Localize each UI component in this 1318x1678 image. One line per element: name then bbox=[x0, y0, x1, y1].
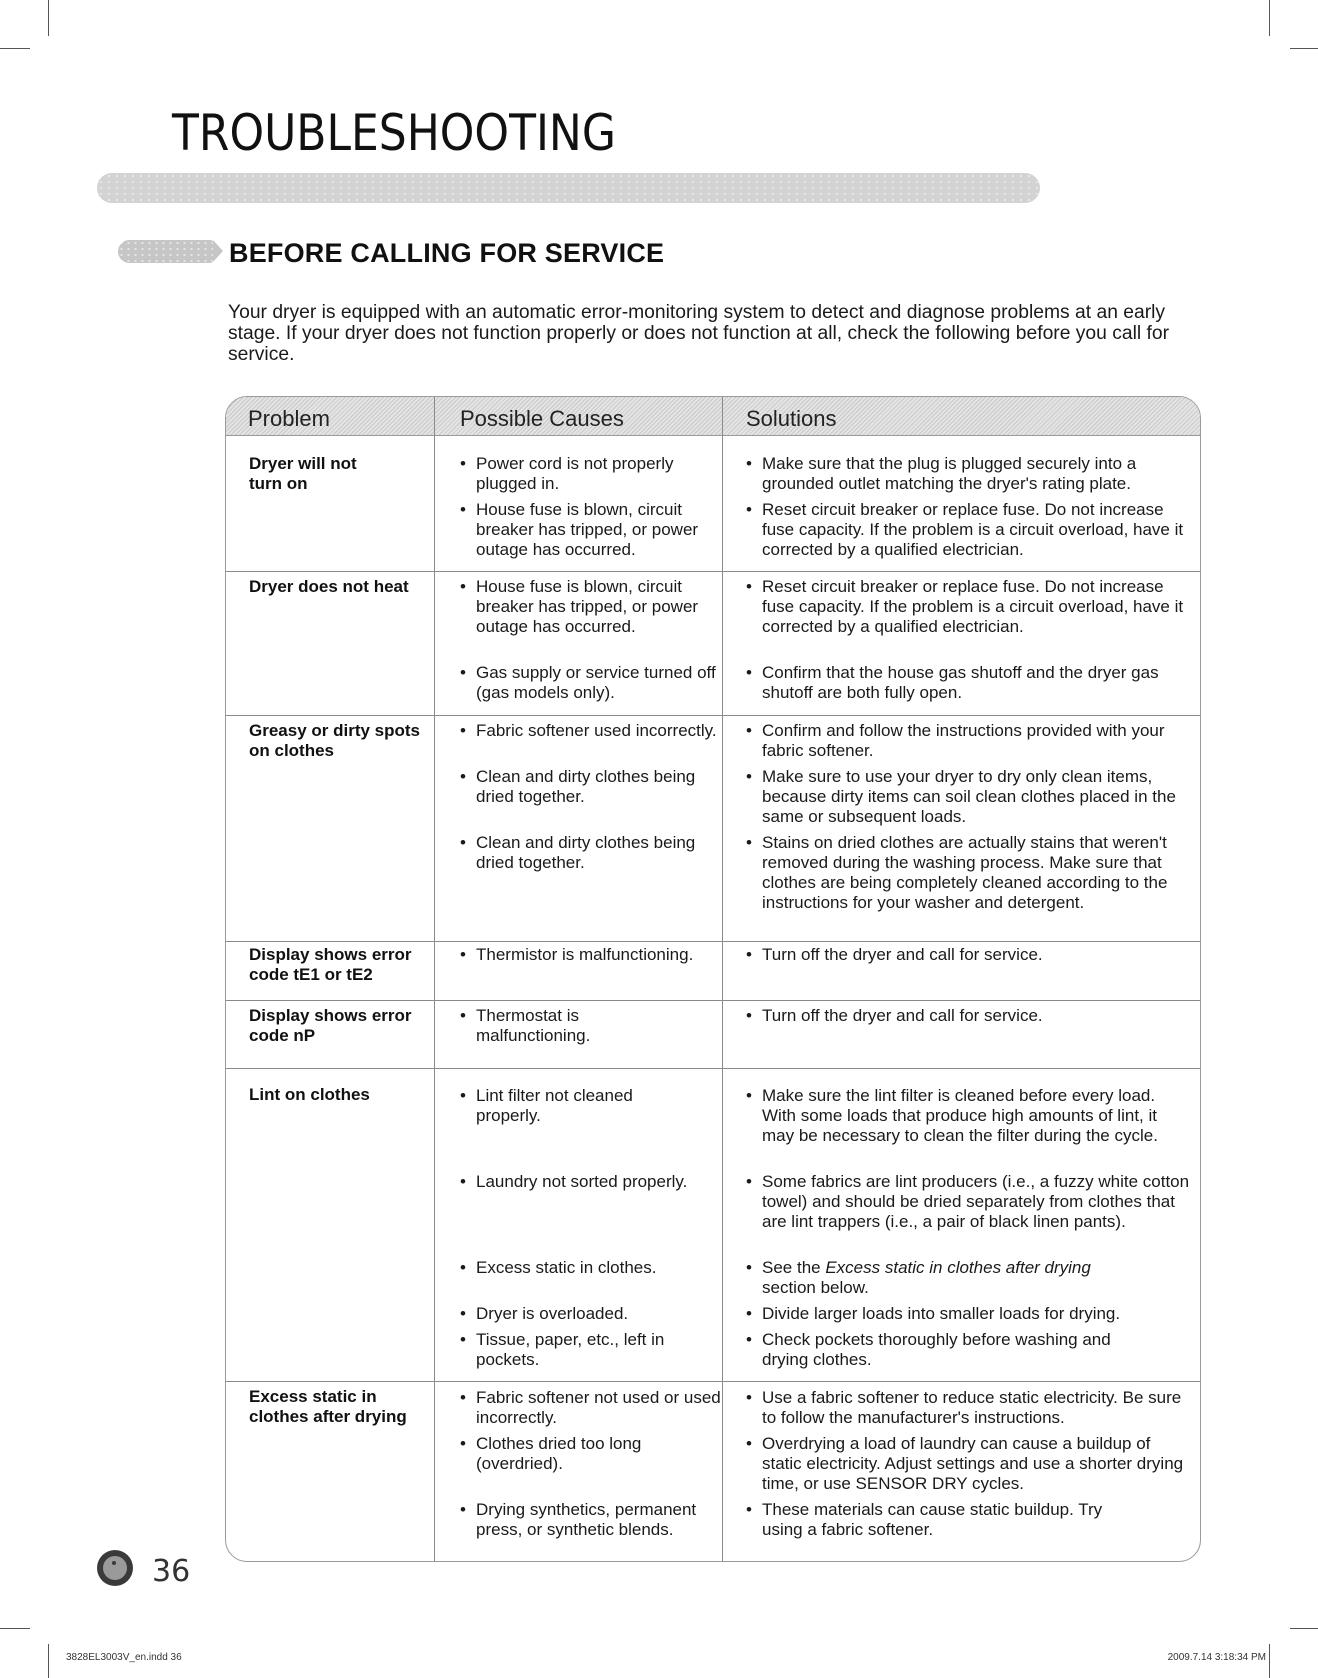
row-divider bbox=[226, 1381, 1200, 1382]
list-item: • Thermostat is malfunctioning. bbox=[458, 1006, 658, 1046]
row-divider bbox=[226, 1068, 1200, 1069]
table-header bbox=[226, 397, 1200, 436]
list-item: • Fabric softener not used or used incorrectly. bbox=[458, 1388, 728, 1428]
list-item: • Clean and dirty clothes being dried together. bbox=[458, 767, 728, 807]
list-item: • Make sure to use your dryer to dry only clean items, because dirty items can soil clean clothes placed in the same or subsequent loads. bbox=[744, 767, 1194, 827]
problem-label: Lint on clothes bbox=[249, 1085, 370, 1104]
problem-label: Display shows error code nP bbox=[249, 1006, 412, 1045]
section-marker bbox=[118, 240, 214, 263]
list-item: • House fuse is blown, circuit breaker has tripped, or power outage has occurred. bbox=[458, 577, 728, 637]
list-item: • Reset circuit breaker or replace fuse. Do not increase fuse capacity. If the problem is a circuit overload, have it corrected by a qualified electrician. bbox=[744, 577, 1194, 637]
list-item: • Make sure the lint filter is cleaned before every load. With some loads that produce high amounts of lint, it may be necessary to clean the filter during the cycle. bbox=[744, 1086, 1176, 1146]
list-item: • Confirm and follow the instructions provided with your fabric softener. bbox=[744, 721, 1194, 761]
list-item: • Overdrying a load of laundry can cause a buildup of static electricity. Adjust settings and use a shorter drying time, or use SENSOR DRY cycles. bbox=[744, 1434, 1194, 1494]
crop-mark bbox=[1269, 0, 1270, 36]
header-problem: Problem bbox=[248, 406, 330, 431]
list-item: • Drying synthetics, permanent press, or synthetic blends. bbox=[458, 1500, 728, 1540]
list-item: • Turn off the dryer and call for service. bbox=[744, 945, 1194, 965]
list-item: • Laundry not sorted properly. bbox=[458, 1172, 728, 1192]
list-item: • Check pockets thoroughly before washing and drying clothes. bbox=[744, 1330, 1154, 1370]
crop-mark bbox=[1290, 1628, 1318, 1629]
list-item: • Make sure that the plug is plugged securely into a grounded outlet matching the dryer's rating plate. bbox=[744, 454, 1194, 494]
title-decoration-bar bbox=[97, 173, 1040, 203]
list-item: • Clothes dried too long (overdried). bbox=[458, 1434, 668, 1474]
list-item: • Stains on dried clothes are actually stains that weren't removed during the washing process. Make sure that clothes are being completely cleaned according to the instructions for your washer and detergent. bbox=[744, 833, 1194, 913]
list-item: • Dryer is overloaded. bbox=[458, 1304, 728, 1324]
problem-label: Excess static in clothes after drying bbox=[249, 1387, 407, 1426]
lg-logo-icon bbox=[97, 1550, 133, 1586]
header-solutions: Solutions bbox=[746, 406, 837, 431]
list-item: • House fuse is blown, circuit breaker has tripped, or power outage has occurred. bbox=[458, 500, 728, 560]
row-divider bbox=[226, 715, 1200, 716]
list-item: • Tissue, paper, etc., left in pockets. bbox=[458, 1330, 668, 1370]
file-name: 3828EL3003V_en.indd 36 bbox=[66, 1652, 182, 1663]
list-item: • Some fabrics are lint producers (i.e., a fuzzy white cotton towel) and should be dried separately from clothes that are lint trappers (i.e., a pair of black linen pants). bbox=[744, 1172, 1194, 1232]
problem-label: Display shows error code tE1 or tE2 bbox=[249, 945, 412, 984]
section-title: BEFORE CALLING FOR SERVICE bbox=[229, 238, 665, 268]
crop-mark bbox=[0, 1628, 30, 1629]
intro-paragraph: Your dryer is equipped with an automatic error-monitoring system to detect and diagnose problems at an early stage. If your dryer does not function properly or does not function at all, check the following before you call for service. bbox=[228, 302, 1170, 365]
problem-label: Dryer does not heat bbox=[249, 577, 409, 596]
problem-label: Dryer will not turn on bbox=[249, 454, 357, 493]
list-item: • Fabric softener used incorrectly. bbox=[458, 721, 728, 741]
page-number: 36 bbox=[152, 1554, 191, 1589]
crop-mark bbox=[48, 0, 49, 36]
crop-mark bbox=[48, 1644, 49, 1678]
row-divider bbox=[226, 571, 1200, 572]
list-item: • Power cord is not properly plugged in. bbox=[458, 454, 728, 494]
header-causes: Possible Causes bbox=[460, 406, 624, 431]
list-item: • Thermistor is malfunctioning. bbox=[458, 945, 728, 965]
list-item: • Confirm that the house gas shutoff and the dryer gas shutoff are both fully open. bbox=[744, 663, 1194, 703]
print-timestamp: 2009.7.14 3:18:34 PM bbox=[1167, 1652, 1266, 1663]
crop-mark bbox=[0, 48, 30, 49]
list-item: • Reset circuit breaker or replace fuse. Do not increase fuse capacity. If the problem is a circuit overload, have it corrected by a qualified electrician. bbox=[744, 500, 1194, 560]
page-title: TROUBLESHOOTING bbox=[172, 104, 616, 162]
crop-mark bbox=[1269, 1644, 1270, 1678]
row-divider bbox=[226, 941, 1200, 942]
list-item: • Turn off the dryer and call for service. bbox=[744, 1006, 1194, 1026]
list-item: • Gas supply or service turned off (gas models only). bbox=[458, 663, 728, 703]
problem-label: Greasy or dirty spots on clothes bbox=[249, 721, 421, 760]
list-item: • Clean and dirty clothes being dried together. bbox=[458, 833, 728, 873]
list-item: • Lint filter not cleaned properly. bbox=[458, 1086, 688, 1126]
list-item: • Excess static in clothes. bbox=[458, 1258, 728, 1278]
list-item: • See the Excess static in clothes after drying section below. bbox=[744, 1258, 1094, 1298]
crop-mark bbox=[1290, 48, 1318, 49]
row-divider bbox=[226, 1000, 1200, 1001]
list-item: • Divide larger loads into smaller loads for drying. bbox=[744, 1304, 1194, 1324]
list-item: • Use a fabric softener to reduce static electricity. Be sure to follow the manufacturer's instructions. bbox=[744, 1388, 1194, 1428]
list-item: • These materials can cause static buildup. Try using a fabric softener. bbox=[744, 1500, 1134, 1540]
